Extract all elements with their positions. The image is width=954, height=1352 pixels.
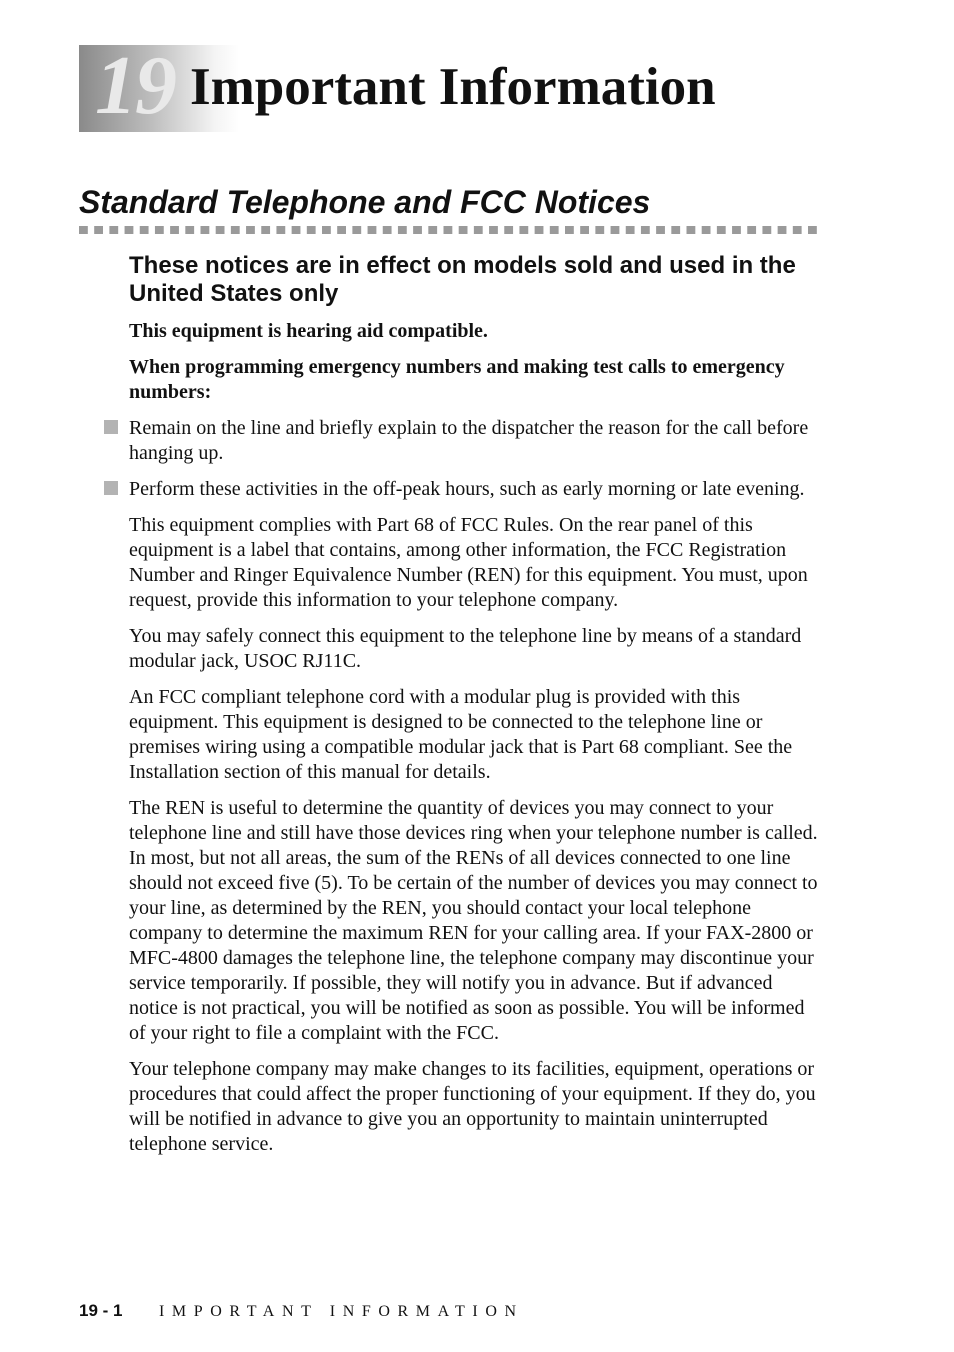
- paragraph-telephone-company-changes: Your telephone company may make changes to its facilities, equipment, operations or procedures that could affect the proper functioning of your equipment. If they do, you will be notified in advance to give you an opportunity to maintain uninterrupted telephone service.: [129, 1058, 816, 1155]
- paragraph-ren: The REN is useful to determine the quantity of devices you may connect to your telephone line and still have those devices ring when your telephone number is called. In most, but not all areas, the sum of the RENs of all devices connected to one line should not exceed five (5). To be certain of the number of devices you may connect to your line, as determined by the REN, you should contact your local telephone company to determine the maximum REN for your calling area. If your FAX-2800 or MFC-4800 damages the telephone line, the telephone company may discontinue your service temporarily. If possible, they will notify you in advance. But if advanced notice is not practical, you will be notified as soon as possible. You will be informed of your right to file a complaint with the FCC.: [129, 797, 818, 1044]
- running-title: IMPORTANT INFORMATION: [159, 1303, 524, 1320]
- list-item: [129, 416, 824, 466]
- bullet-text: Remain on the line and briefly explain to the dispatcher the reason for the call before hanging up.: [129, 417, 809, 464]
- hearing-aid-notice: This equipment is hearing aid compatible.: [129, 320, 488, 342]
- chapter-number: 19: [95, 39, 175, 132]
- emergency-heading: When programming emergency numbers and making test calls to emergency numbers:: [129, 356, 785, 403]
- paragraph-fcc-part-68: This equipment complies with Part 68 of FCC Rules. On the rear panel of this equipment is a label that contains, among other information, the FCC Registration Number and Ringer Equivalence Number (REN) for this equipment. You must, upon request, provide this information to your telephone company.: [129, 514, 808, 611]
- square-bullet-icon: [104, 420, 118, 434]
- body-content: [129, 319, 824, 1168]
- sub-heading: These notices are in effect on models sold and used in the United States only: [129, 252, 796, 307]
- chapter-title: Important Information: [190, 58, 716, 116]
- list-item: [129, 477, 824, 502]
- page-footer: [79, 1298, 524, 1325]
- page-number: 19 - 1: [79, 1301, 123, 1320]
- paragraph-modular-jack: You may safely connect this equipment to the telephone line by means of a standard modular jack, USOC RJ11C.: [129, 625, 802, 672]
- square-bullet-icon: [104, 481, 118, 495]
- bullet-text: Perform these activities in the off-peak hours, such as early morning or late evening.: [129, 478, 805, 500]
- paragraph-telephone-cord: An FCC compliant telephone cord with a modular plug is provided with this equipment. This equipment is designed to be connected to the telephone line or premises wiring using a compatible modular jack that is Part 68 compliant. See the Installation section of this manual for details.: [129, 686, 793, 783]
- section-title: Standard Telephone and FCC Notices: [79, 184, 651, 220]
- section-divider: [79, 226, 822, 234]
